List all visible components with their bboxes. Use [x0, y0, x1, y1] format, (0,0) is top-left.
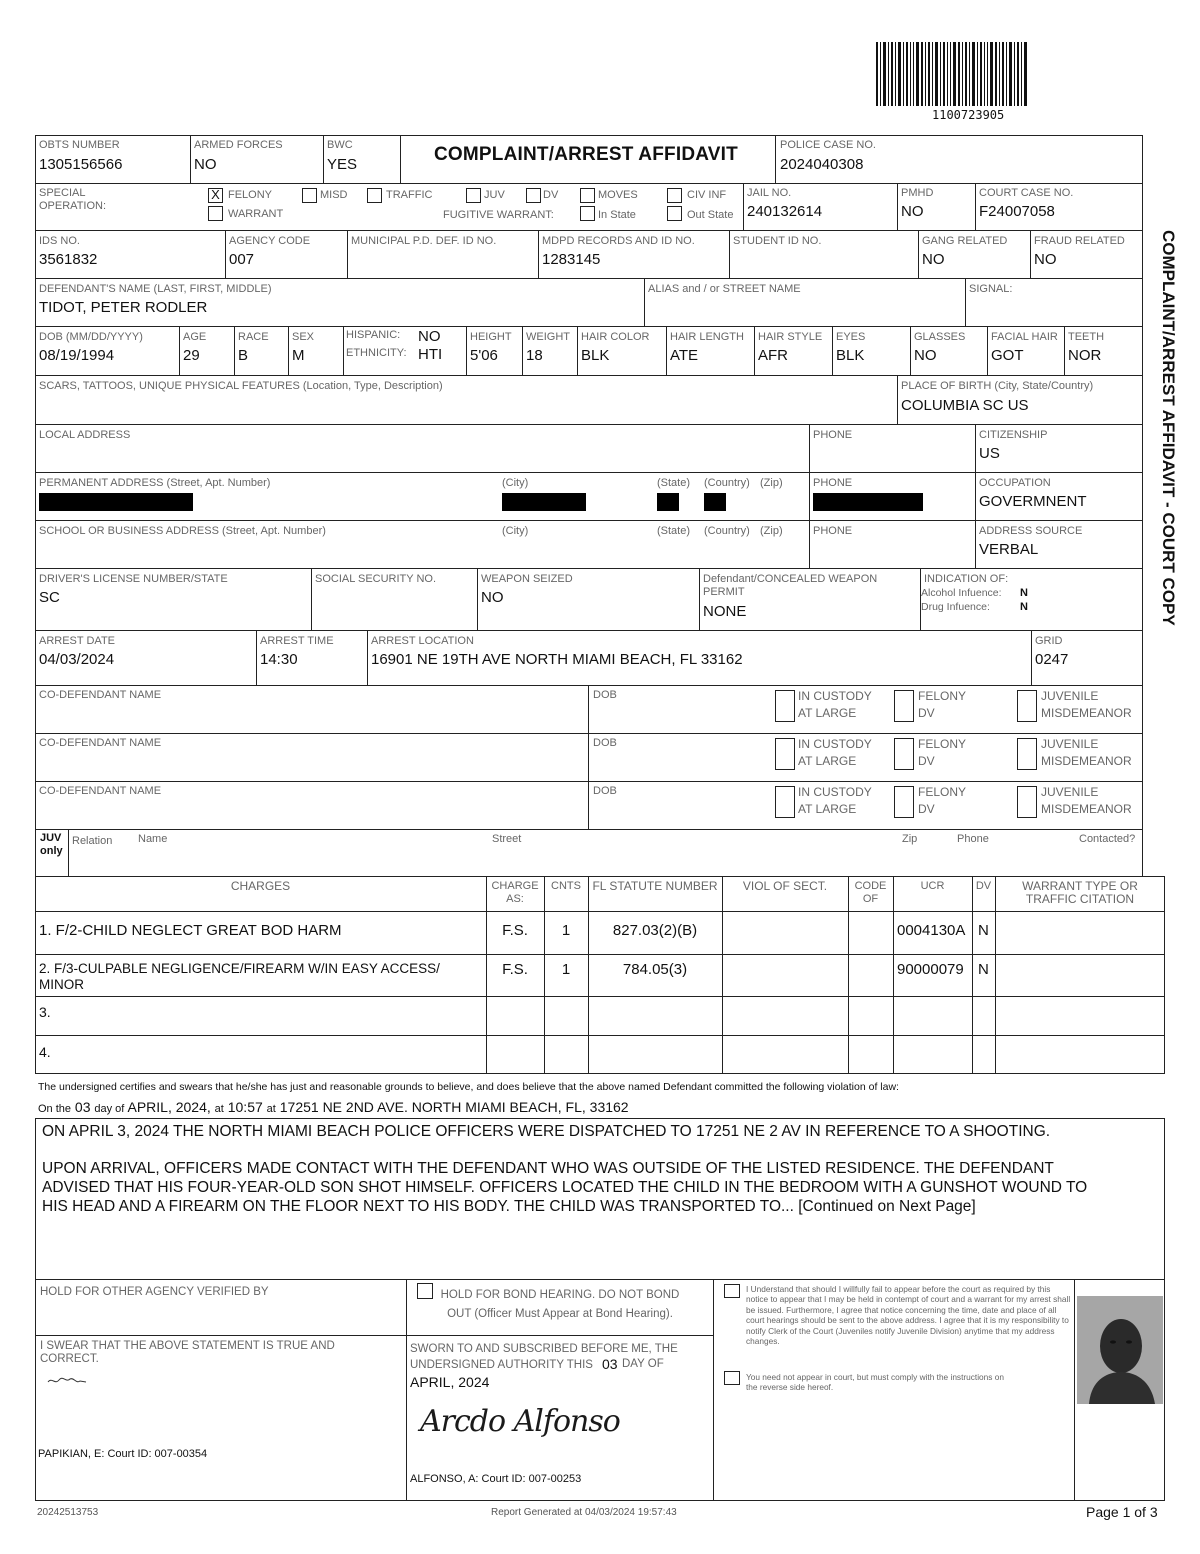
court-copy-side-label: COMPLAINT/ARREST AFFIDAVIT - COURT COPY: [1159, 230, 1178, 626]
at-large-label: AT LARGE: [798, 706, 857, 720]
school-phone-label: PHONE: [813, 525, 853, 537]
charge-as: F.S.: [502, 961, 528, 978]
hair-length-value: ATE: [670, 347, 699, 364]
violation-line: [38, 1099, 629, 1115]
codefendant-felony-label: FELONY: [918, 737, 967, 751]
race-label: RACE: [238, 331, 269, 343]
charge-as-header: CHARGE AS:: [491, 880, 539, 905]
drivers-license-label: DRIVER'S LICENSE NUMBER/STATE: [39, 573, 228, 585]
juvenile-label: JUVENILE: [1041, 737, 1099, 751]
juvenile-label: JUVENILE: [1041, 785, 1099, 799]
moves-checkbox[interactable]: [580, 188, 595, 203]
charge-statute: 827.03(2)(B): [612, 922, 698, 939]
weapon-seized-value: NO: [481, 589, 504, 606]
codefendant-felony-checkbox[interactable]: [894, 738, 914, 770]
defendant-name-label: DEFENDANT'S NAME (LAST, FIRST, MIDDLE): [39, 283, 272, 295]
dob-label: DOB (MM/DD/YYYY): [39, 331, 143, 343]
arresting-officer: PAPIKIAN, E: Court ID: 007-00354: [38, 1448, 208, 1460]
codefendant-dob-label: DOB: [593, 785, 617, 797]
charge-description: 2. F/3-CULPABLE NEGLIGENCE/FIREARM W/IN EASY ACCESS/ MINOR: [39, 961, 440, 992]
address-source-value: VERBAL: [979, 541, 1039, 558]
citizenship-label: CITIZENSHIP: [979, 429, 1048, 441]
sworn-day-of-label: DAY OF: [622, 1358, 664, 1370]
officer-initials-signature: [46, 1373, 90, 1389]
hold-bond-label: HOLD FOR BOND HEARING. DO NOT BOND OUT (Officer Must Appear at Bond Hearing).: [440, 1289, 680, 1320]
hispanic-label: HISPANIC:: [346, 329, 401, 341]
codefendant-dv-label: DV: [918, 754, 935, 768]
in-state-label: In State: [598, 209, 636, 221]
charge-counts: 1: [561, 922, 571, 939]
hispanic-value: NO: [418, 328, 441, 345]
address-source-label: ADDRESS SOURCE: [979, 525, 1083, 537]
hair-length-label: HAIR LENGTH: [670, 331, 744, 343]
at-label-2: at: [266, 1103, 276, 1115]
grid-value: 0247: [1035, 651, 1069, 668]
at-label: at: [214, 1103, 224, 1115]
grid-label: GRID: [1035, 635, 1063, 647]
mdpd-label: MDPD RECORDS AND ID NO.: [542, 235, 695, 247]
place-of-birth-value: COLUMBIA SC US: [901, 397, 1029, 414]
pmhd-value: NO: [901, 203, 924, 220]
juv-only-label: JUV only: [40, 832, 63, 857]
scars-label: SCARS, TATTOOS, UNIQUE PHYSICAL FEATURES (Location, Type, Description): [39, 380, 443, 392]
codefendant-dob-label: DOB: [593, 689, 617, 701]
in-state-checkbox[interactable]: [580, 206, 595, 221]
arrest-location-value: 16901 NE 19TH AVE NORTH MIAMI BEACH, FL 33162: [371, 651, 743, 668]
occupation-value: GOVERMNENT: [979, 493, 1087, 510]
place-of-birth-label: PLACE OF BIRTH (City, State/Country): [901, 380, 1094, 392]
permanent-address-label: PERMANENT ADDRESS (Street, Apt. Number): [39, 477, 271, 489]
age-label: AGE: [183, 331, 207, 343]
agency-code-label: AGENCY CODE: [229, 235, 311, 247]
codefendant-dob-label: DOB: [593, 737, 617, 749]
school-country-label: (Country): [704, 525, 750, 537]
traffic-checkbox[interactable]: [367, 188, 382, 203]
school-zip-label: (Zip): [760, 525, 783, 537]
court-case-label: COURT CASE NO.: [979, 187, 1074, 199]
permanent-city-label: (City): [502, 477, 529, 489]
swear-statement: I SWEAR THAT THE ABOVE STATEMENT IS TRUE AND CORRECT.: [40, 1340, 335, 1365]
defendant-photo: [1077, 1296, 1163, 1404]
charge-counts: 1: [561, 961, 571, 978]
charge-description: 1. F/2-CHILD NEGLECT GREAT BOD HARM: [39, 922, 342, 939]
arrest-location-label: ARREST LOCATION: [371, 635, 474, 647]
eyes-label: EYES: [836, 331, 866, 343]
concealed-weapon-value: NONE: [703, 603, 747, 620]
redacted-phone: [813, 493, 923, 511]
citizenship-value: US: [979, 445, 1000, 462]
counts-header: CNTS: [551, 880, 581, 892]
hair-style-label: HAIR STYLE: [758, 331, 823, 343]
gang-related-value: NO: [922, 251, 945, 268]
footer-report-id: 20242513753: [37, 1507, 99, 1518]
school-state-label: (State): [657, 525, 691, 537]
misdemeanor-label: MISDEMEANOR: [1041, 706, 1132, 720]
certification-text: The undersigned certifies and swears that he/she has just and reasonable grounds to believe, and does believe that the above named Defendant committed the following violation of law:: [38, 1081, 899, 1093]
signal-label: SIGNAL:: [969, 283, 1013, 295]
felony-checkbox[interactable]: X: [208, 188, 223, 203]
not-appear-notice: You need not appear in court, but must comply with the instructions on the reverse side hereof.: [746, 1372, 1004, 1393]
warrant-type-header: WARRANT TYPE OR TRAFFIC CITATION: [1022, 879, 1138, 906]
fugitive-warrant-label: FUGITIVE WARRANT:: [443, 209, 554, 221]
juv-contacted-label: Contacted?: [1079, 833, 1136, 845]
charge-description: 3.: [39, 1004, 51, 1020]
misd-label: MISD: [320, 189, 348, 201]
glasses-value: NO: [914, 347, 937, 364]
charge-dv: N: [978, 922, 989, 939]
redacted-country: [704, 493, 726, 511]
civ-inf-label: CIV INF: [687, 189, 727, 201]
at-large-label: AT LARGE: [798, 802, 857, 816]
juv-label: JUV: [484, 189, 505, 201]
in-custody-label: IN CUSTODY: [798, 785, 872, 799]
ssn-label: SOCIAL SECURITY NO.: [315, 573, 437, 585]
occupation-label: OCCUPATION: [979, 477, 1051, 489]
dob-value: 08/19/1994: [39, 347, 115, 364]
sworn-day: 03: [602, 1356, 618, 1372]
juv-checkbox[interactable]: [466, 188, 481, 203]
local-phone-label: PHONE: [813, 429, 853, 441]
drug-influence-label: Drug Infuence:: [921, 601, 990, 613]
page-number: Page 1 of 3: [1086, 1504, 1158, 1520]
teeth-value: NOR: [1068, 347, 1102, 364]
codefendant-name-label: CO-DEFENDANT NAME: [39, 785, 162, 797]
glasses-label: GLASSES: [914, 331, 966, 343]
violation-month: APRIL, 2024,: [127, 1099, 211, 1115]
redacted-street: [39, 493, 193, 511]
sex-value: M: [292, 347, 305, 364]
drug-influence-value: N: [1020, 601, 1028, 613]
height-label: HEIGHT: [470, 331, 512, 343]
not-appear-checkbox[interactable]: [724, 1371, 740, 1385]
agency-code-value: 007: [229, 251, 255, 268]
codefendant-row: [35, 733, 1143, 782]
felony-label: FELONY: [228, 189, 273, 201]
court-case-number: F24007058: [979, 203, 1055, 220]
traffic-label: TRAFFIC: [386, 189, 433, 201]
armed-forces-label: ARMED FORCES: [194, 139, 283, 151]
juv-street-label: Street: [492, 833, 522, 845]
violation-time: 10:57: [227, 1099, 263, 1115]
juvenile-label: JUVENILE: [1041, 689, 1099, 703]
at-large-label: AT LARGE: [798, 754, 857, 768]
facial-hair-label: FACIAL HAIR: [991, 331, 1058, 343]
on-the-label: On the: [38, 1103, 72, 1115]
ethnicity-label: ETHNICITY:: [346, 347, 407, 359]
viol-of-sect-header: VIOL OF SECT.: [742, 879, 828, 893]
ids-value: 3561832: [39, 251, 98, 268]
weight-value: 18: [526, 347, 543, 364]
charge-dv: N: [978, 961, 989, 978]
hair-style-value: AFR: [758, 347, 788, 364]
weight-label: WEIGHT: [526, 331, 570, 343]
special-operation-label: SPECIAL OPERATION:: [39, 187, 107, 212]
codefendant-felony-label: FELONY: [918, 785, 967, 799]
jail-no-value: 240132614: [747, 203, 823, 220]
report-generated: Report Generated at 04/03/2024 19:57:43: [491, 1507, 677, 1518]
juv-zip-label: Zip: [902, 833, 918, 845]
charges-header: CHARGES: [230, 879, 291, 893]
police-case-label: POLICE CASE NO.: [780, 139, 876, 151]
juv-relation-label: Relation: [72, 835, 113, 847]
notary-signature: Arcdo Alfonso: [420, 1404, 620, 1439]
permanent-phone-label: PHONE: [813, 477, 853, 489]
charge-as: F.S.: [502, 922, 528, 939]
out-state-checkbox[interactable]: [667, 206, 682, 221]
juv-phone-label: Phone: [957, 833, 989, 845]
permanent-zip-label: (Zip): [760, 477, 783, 489]
narrative-paragraph-2: UPON ARRIVAL, OFFICERS MADE CONTACT WITH THE DEFENDANT WHO WAS OUTSIDE OF THE LISTED RESIDENCE. THE DEFENDANT ADVISED THAT HIS FOUR-YEAR-OLD SON SHOT HIMSELF. OFFICERS LOCATED THE CHILD IN THE BEDROOM WITH A GUNSHOT WOUND TO HIS HEAD AND A FIREARM ON THE FLOOR NEXT TO HIS BODY. THE CHILD WAS TRANSPORTED TO... [Continued on Next Page]: [42, 1160, 1088, 1215]
warrant-checkbox[interactable]: [208, 206, 223, 221]
ethnicity-value: HTI: [418, 346, 443, 363]
violation-day: 03: [74, 1099, 91, 1115]
charge-description: 4.: [39, 1044, 51, 1060]
form-title: COMPLAINT/ARREST AFFIDAVIT: [434, 144, 738, 165]
codefendant-name-label: CO-DEFENDANT NAME: [39, 737, 162, 749]
obts-label: OBTS NUMBER: [39, 139, 120, 151]
codefendant-felony-label: FELONY: [918, 689, 967, 703]
ids-label: IDS NO.: [39, 235, 80, 247]
eyes-value: BLK: [836, 347, 865, 364]
codefendant-name-label: CO-DEFENDANT NAME: [39, 689, 162, 701]
charge-statute: 784.05(3): [622, 961, 688, 978]
warrant-label: WARRANT: [228, 208, 284, 220]
redacted-city: [502, 493, 586, 511]
arrest-date-value: 04/03/2024: [39, 651, 115, 668]
juvenile-checkbox[interactable]: [1017, 738, 1037, 770]
defendant-name: TIDOT, PETER RODLER: [39, 299, 208, 316]
permanent-state-label: (State): [657, 477, 691, 489]
codefendant-felony-checkbox[interactable]: [894, 786, 914, 818]
age-value: 29: [183, 347, 200, 364]
fraud-related-label: FRAUD RELATED: [1034, 235, 1125, 247]
pmhd-label: PMHD: [901, 187, 934, 199]
barcode-number: 1100723905: [932, 108, 1005, 122]
hair-color-label: HAIR COLOR: [581, 331, 650, 343]
sworn-month: APRIL, 2024: [410, 1374, 490, 1390]
out-state-label: Out State: [687, 209, 734, 221]
in-custody-checkbox[interactable]: [775, 738, 795, 770]
redacted-state: [657, 493, 679, 511]
misdemeanor-label: MISDEMEANOR: [1041, 802, 1132, 816]
arrest-time-label: ARREST TIME: [260, 635, 334, 647]
moves-label: MOVES: [598, 189, 638, 201]
understand-notice: I Understand that should I willfully fail to appear before the court as required by this notice to appear that I may be held in contempt of court and a warrant for my arrest shall be issued. Furthermore, I agree that notice concerning the time, date and place of all court hearings should be sent to the above address. I agree that it is my responsibility to notify Clerk of the Court (Juveniles notify Juvenile Division) anytime that my address changes.: [746, 1284, 1071, 1347]
barcode: [876, 42, 1028, 106]
facial-hair-value: GOT: [991, 347, 1024, 364]
sworn-statement: SWORN TO AND SUBSCRIBED BEFORE ME, THE UNDERSIGNED AUTHORITY THIS: [410, 1343, 678, 1371]
notary-officer: ALFONSO, A: Court ID: 007-00253: [410, 1473, 582, 1485]
alias-label: ALIAS and / or STREET NAME: [648, 283, 801, 295]
school-address-label: SCHOOL OR BUSINESS ADDRESS (Street, Apt. Number): [39, 525, 326, 537]
drivers-license-value: SC: [39, 589, 60, 606]
obts-number: 1305156566: [39, 156, 123, 173]
sex-label: SEX: [292, 331, 315, 343]
hold-other-agency-label: HOLD FOR OTHER AGENCY VERIFIED BY: [40, 1286, 269, 1298]
alcohol-influence-label: Alcohol Infuence:: [921, 587, 1002, 599]
juvenile-checkbox[interactable]: [1017, 690, 1037, 722]
misdemeanor-label: MISDEMEANOR: [1041, 754, 1132, 768]
codefendant-row: [35, 781, 1143, 830]
student-id-label: STUDENT ID NO.: [733, 235, 822, 247]
in-custody-checkbox[interactable]: [775, 690, 795, 722]
teeth-label: TEETH: [1068, 331, 1105, 343]
in-custody-checkbox[interactable]: [775, 786, 795, 818]
bwc-value: YES: [327, 156, 358, 173]
arrest-time-value: 14:30: [260, 651, 298, 668]
understand-checkbox[interactable]: [724, 1284, 740, 1298]
civ-inf-checkbox[interactable]: [667, 188, 682, 203]
school-city-label: (City): [502, 525, 529, 537]
alcohol-influence-value: N: [1020, 587, 1028, 599]
mdpd-value: 1283145: [542, 251, 601, 268]
dv-checkbox[interactable]: [526, 188, 541, 203]
indication-label: INDICATION OF:: [924, 573, 1009, 585]
local-address-label: LOCAL ADDRESS: [39, 429, 131, 441]
jail-no-label: JAIL NO.: [747, 187, 792, 199]
municipal-id-label: MUNICIPAL P.D. DEF. ID NO.: [351, 235, 497, 247]
violation-address: 17251 NE 2ND AVE. NORTH MIAMI BEACH, FL, 33162: [279, 1099, 629, 1115]
narrative-paragraph-1: ON APRIL 3, 2024 THE NORTH MIAMI BEACH POLICE OFFICERS WERE DISPATCHED TO 17251 NE 2 AV IN REFERENCE TO A SHOOTING.: [42, 1123, 1051, 1140]
gang-related-label: GANG RELATED: [922, 235, 1008, 247]
charge-ucr: 0004130A: [897, 922, 966, 939]
bwc-label: BWC: [327, 139, 353, 151]
juv-name-label: Name: [138, 833, 168, 845]
in-custody-label: IN CUSTODY: [798, 689, 872, 703]
codefendant-dv-label: DV: [918, 706, 935, 720]
dv-header: DV: [975, 880, 992, 892]
fraud-related-value: NO: [1034, 251, 1057, 268]
race-value: B: [238, 347, 249, 364]
ucr-header: UCR: [920, 880, 945, 892]
in-custody-label: IN CUSTODY: [798, 737, 872, 751]
armed-forces-value: NO: [194, 156, 217, 173]
arrest-date-label: ARREST DATE: [39, 635, 115, 647]
codefendant-felony-checkbox[interactable]: [894, 690, 914, 722]
statute-header: FL STATUTE NUMBER: [592, 879, 718, 893]
code-of-header: CODE OF: [854, 880, 887, 905]
weapon-seized-label: WEAPON SEIZED: [481, 573, 573, 585]
charge-ucr: 90000079: [897, 961, 964, 978]
dv-label: DV: [543, 189, 559, 201]
permanent-country-label: (Country): [704, 477, 750, 489]
height-value: 5'06: [470, 347, 498, 364]
juvenile-checkbox[interactable]: [1017, 786, 1037, 818]
police-case-number: 2024040308: [780, 156, 864, 173]
day-of-label: day of: [94, 1103, 125, 1115]
misd-checkbox[interactable]: [302, 188, 317, 203]
codefendant-dv-label: DV: [918, 802, 935, 816]
local-address-row: [35, 424, 1143, 473]
codefendant-row: [35, 685, 1143, 734]
hair-color-value: BLK: [581, 347, 610, 364]
concealed-weapon-label: Defendant/CONCEALED WEAPON PERMIT: [703, 573, 878, 598]
